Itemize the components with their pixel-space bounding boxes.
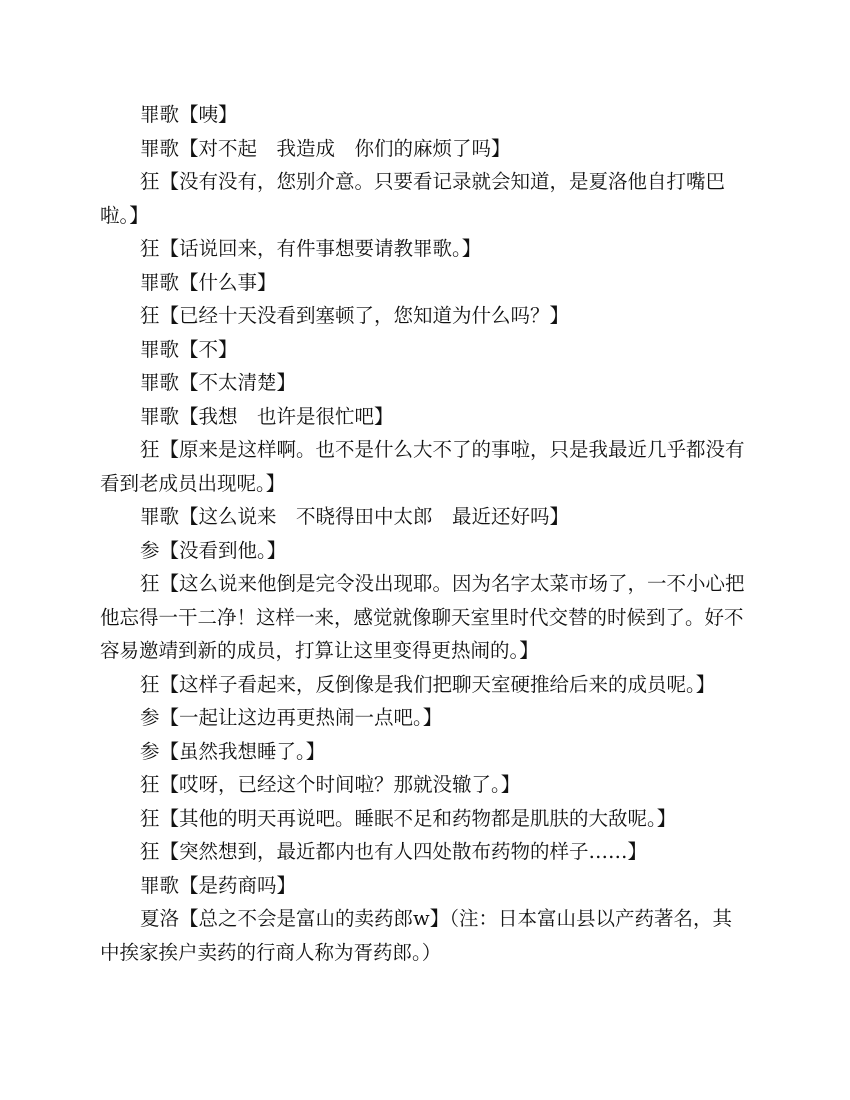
paragraph: 狂【话说回来，有件事想要请教罪歌。】 (140, 237, 482, 260)
paragraph: 参【没看到他。】 (140, 538, 287, 562)
paragraph: 参【一起让这边再更热闹一点吧。】 (140, 706, 443, 729)
paragraph: 罪歌【对不起 我造成 你们的麻烦了吗】 (140, 136, 511, 160)
paragraph: 狂【已经十天没看到塞顿了，您知道为什么吗？】 (140, 304, 570, 327)
paragraph: 罪歌【咦】 (140, 103, 238, 126)
paragraph: 罪歌【什么事】 (140, 270, 277, 294)
paragraph: 罪歌【不】 (140, 337, 238, 361)
paragraph: 参【虽然我想睡了。】 (140, 739, 326, 763)
chat-log-text (100, 98, 750, 969)
paragraph: 狂【这样子看起来，反倒像是我们把聊天室硬推给后来的成员呢。】 (140, 672, 716, 696)
paragraph: 夏洛【总之不会是富山的卖药郎w】（注：日本富山县以产药著名，其中挨家挨户卖药的行商人称为胥药郎。） (100, 907, 732, 964)
paragraph: 罪歌【是药商吗】 (140, 873, 297, 897)
paragraph: 狂【突然想到，最近都内也有人四处散布药物的样子……】 (140, 840, 648, 863)
paragraph: 狂【原来是这样啊。也不是什么大不了的事啦，只是我最近几乎都没有看到老成员出现呢。】 (100, 438, 745, 495)
paragraph: 狂【哎呀，已经这个时间啦？那就没辙了。】 (140, 773, 521, 796)
paragraph: 狂【没有没有，您别介意。只要看记录就会知道，是夏洛他自打嘴巴啦。】 (100, 170, 726, 227)
paragraph: 罪歌【这么说来 不晓得田中太郎 最近还好吗】 (140, 505, 570, 528)
paragraph: 罪歌【不太清楚】 (140, 371, 297, 394)
paragraph: 狂【其他的明天再说吧。睡眠不足和药物都是肌肤的大敌呢。】 (140, 806, 677, 830)
paragraph: 罪歌【我想 也许是很忙吧】 (140, 404, 394, 428)
paragraph: 狂【这么说来他倒是完令没出现耶。因为名字太菜市场了，一不小心把他忘得一干二净！这样一来，感觉就像聊天室里时代交替的时候到了。好不容易邀靖到新的成员，打算让这里变得更热闹的。】 (100, 572, 745, 662)
